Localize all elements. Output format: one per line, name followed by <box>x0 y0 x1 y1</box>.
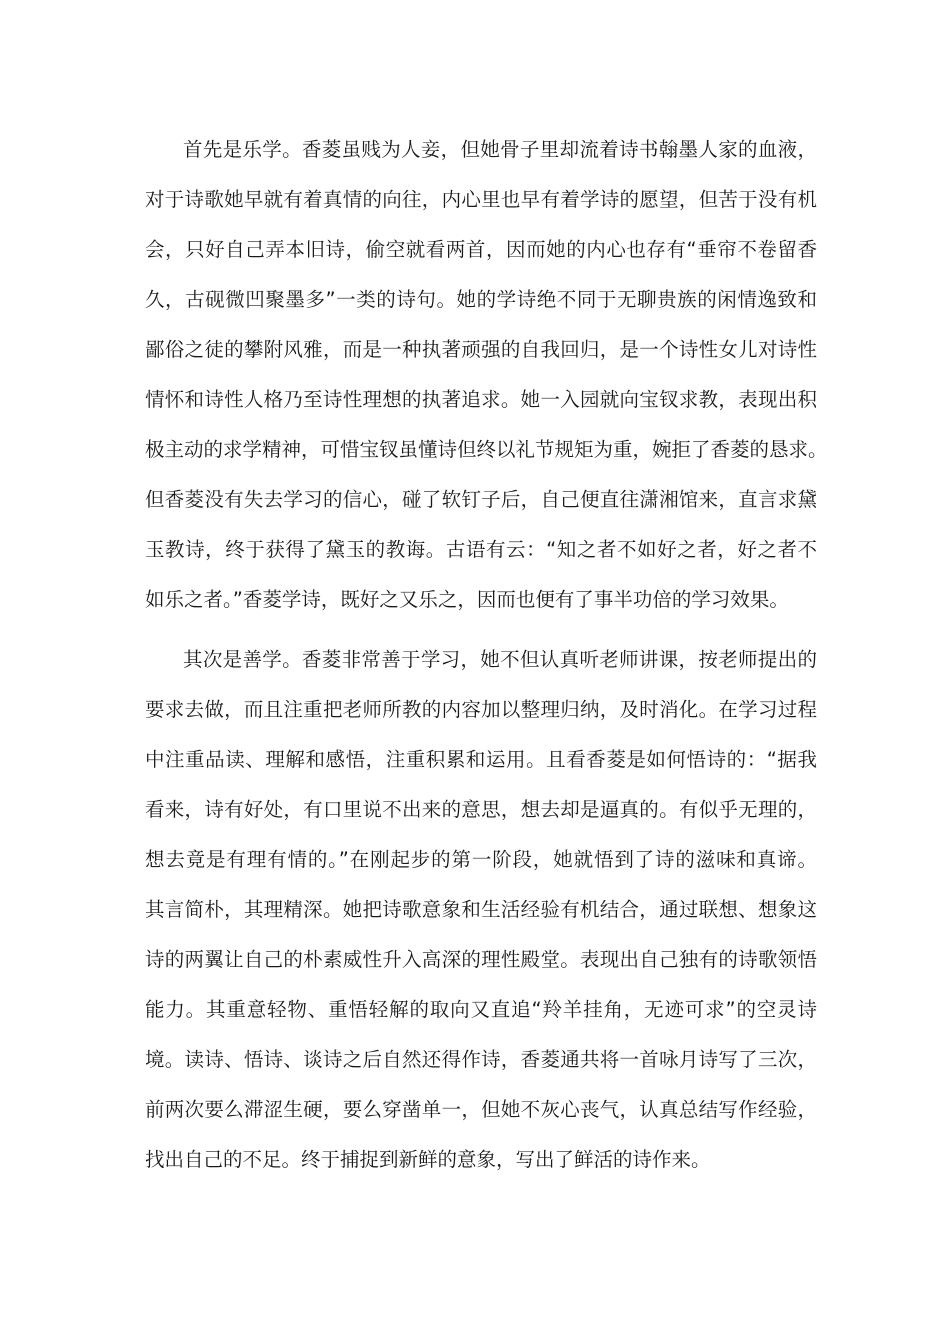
paragraph-le-xue <box>145 125 828 625</box>
paragraph-line: 情怀和诗性人格乃至诗性理想的执著追求。她一入园就向宝钗求教，表现出积 <box>145 388 817 411</box>
paragraph-line: 看来，诗有好处，有口里说不出来的意思，想去却是逼真的。有似乎无理的， <box>145 798 817 821</box>
paragraph-line: 会，只好自己弄本旧诗，偷空就看两首，因而她的内心也存有“垂帘不卷留香 <box>145 238 817 261</box>
paragraph-line: 中注重品读、理解和感悟，注重积累和运用。且看香菱是如何悟诗的：“据我 <box>145 748 817 771</box>
paragraph-line: 其言简朴，其理精深。她把诗歌意象和生活经验有机结合，通过联想、想象这 <box>145 898 817 921</box>
paragraph-line: 如乐之者。”香菱学诗，既好之又乐之，因而也便有了事半功倍的学习效果。 <box>145 588 789 611</box>
paragraph-line: 其次是善学。香菱非常善于学习，她不但认真听老师讲课，按老师提出的 <box>183 648 817 671</box>
paragraph-line: 境。读诗、悟诗、谈诗之后自然还得作诗，香菱通共将一首咏月诗写了三次， <box>145 1048 817 1071</box>
paragraph-line: 首先是乐学。香菱虽贱为人妾，但她骨子里却流着诗书翰墨人家的血液， <box>183 138 817 161</box>
paragraph-line: 前两次要么滞涩生硬，要么穿凿单一，但她不灰心丧气，认真总结写作经验， <box>145 1098 817 1121</box>
paragraph-line: 鄙俗之徒的攀附风雅，而是一种执著顽强的自我回归，是一个诗性女儿对诗性 <box>145 338 817 361</box>
paragraph-shan-xue <box>145 635 817 1185</box>
paragraph-line: 想去竟是有理有情的。”在刚起步的第一阶段，她就悟到了诗的滋味和真谛。 <box>145 848 817 871</box>
paragraph-line: 玉教诗，终于获得了黛玉的教诲。古语有云：“知之者不如好之者，好之者不 <box>145 538 817 561</box>
paragraph-line: 要求去做，而且注重把老师所教的内容加以整理归纳，及时消化。在学习过程 <box>145 698 817 721</box>
paragraph-line: 找出自己的不足。终于捕捉到新鲜的意象，写出了鲜活的诗作来。 <box>145 1148 711 1171</box>
paragraph-line: 极主动的求学精神，可惜宝钗虽懂诗但终以礼节规矩为重，婉拒了香菱的恳求。 <box>145 438 828 461</box>
paragraph-line: 能力。其重意轻物、重悟轻解的取向又直追“羚羊挂角，无迹可求”的空灵诗 <box>145 998 817 1021</box>
paragraph-line: 对于诗歌她早就有着真情的向往，内心里也早有着学诗的愿望，但苦于没有机 <box>145 188 817 211</box>
paragraph-line: 但香菱没有失去学习的信心，碰了软钉子后，自己便直往潇湘馆来，直言求黛 <box>145 488 817 511</box>
paragraph-line: 诗的两翼让自己的朴素威性升入高深的理性殿堂。表现出自己独有的诗歌领悟 <box>145 948 817 971</box>
paragraph-line: 久，古砚微凹聚墨多”一类的诗句。她的学诗绝不同于无聊贵族的闲情逸致和 <box>145 288 817 311</box>
